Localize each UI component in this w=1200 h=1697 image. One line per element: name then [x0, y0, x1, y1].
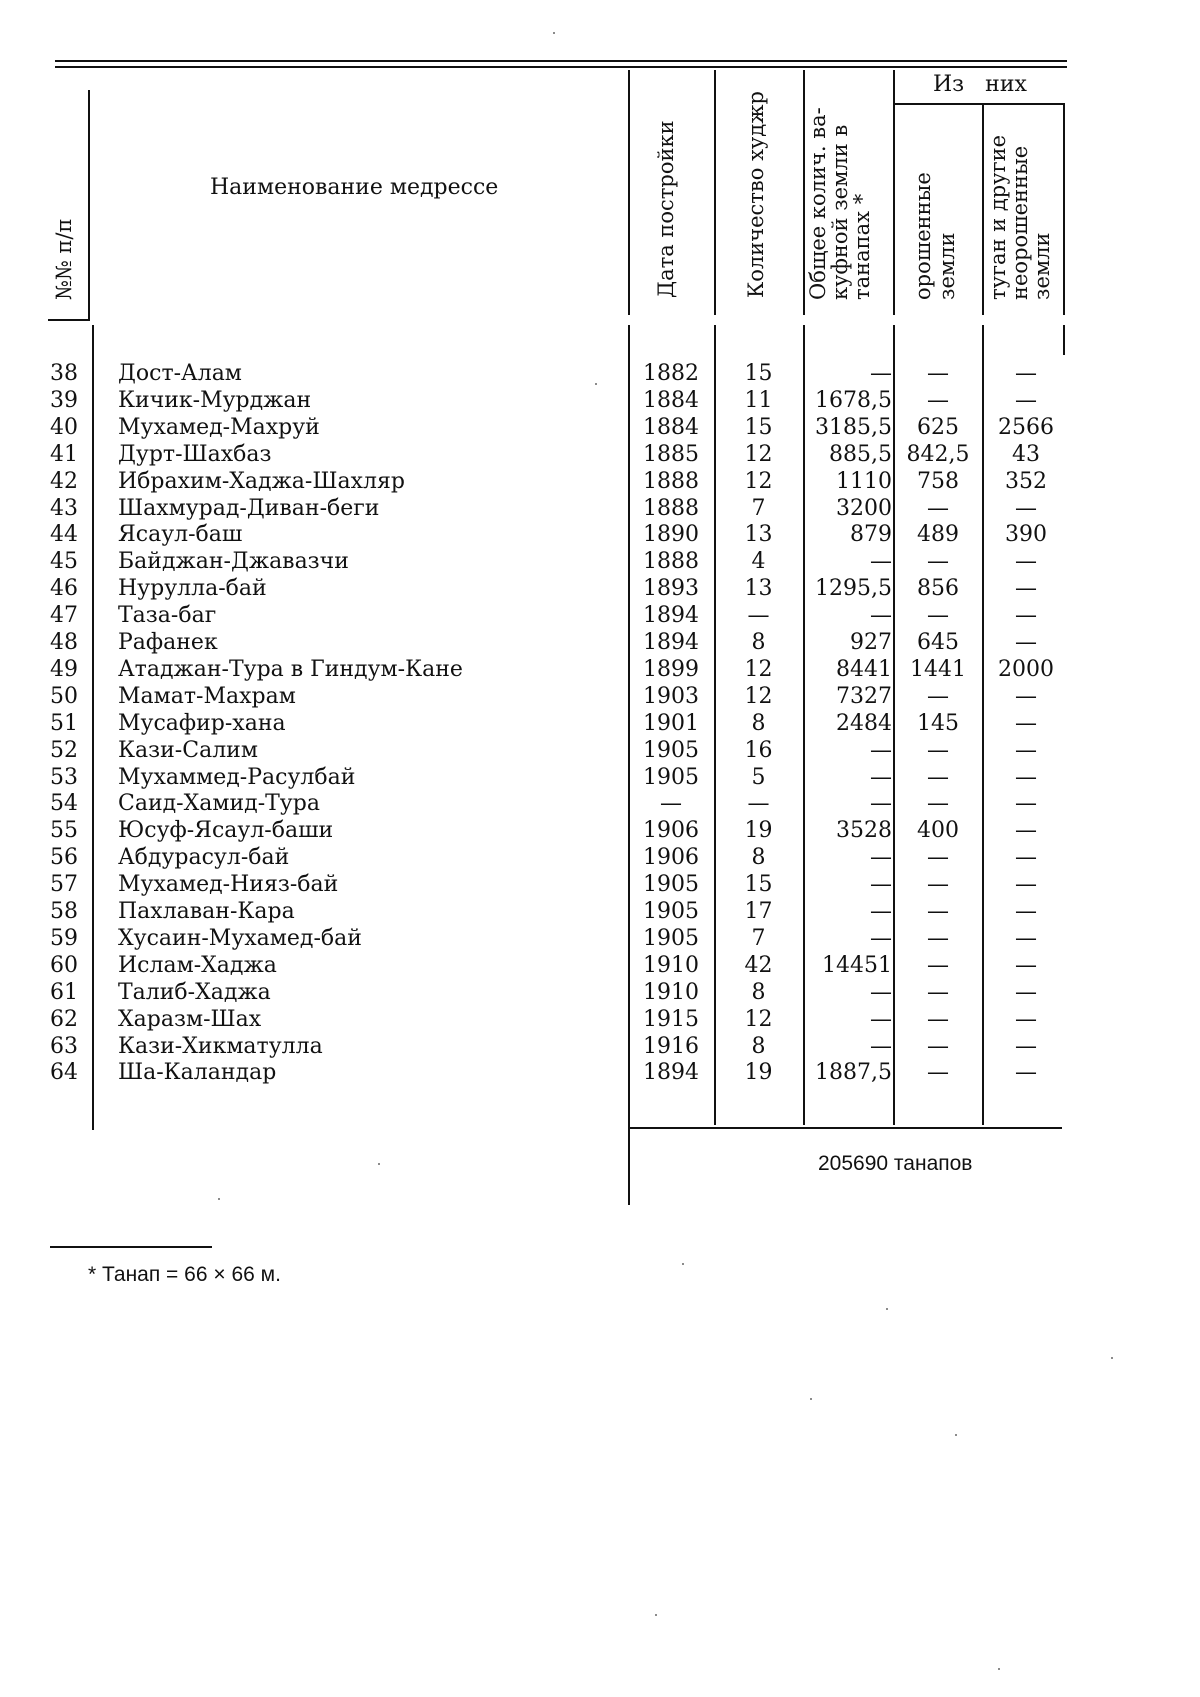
scan-speck — [553, 32, 555, 34]
header-irrigated-2: земли — [935, 232, 959, 300]
irrigated-land: 856 — [917, 576, 959, 602]
cell-count: 5 — [751, 764, 766, 790]
header-total-1: Общее колич. ва- — [806, 107, 830, 300]
construction-date: 1894 — [643, 1060, 699, 1086]
total-land: — — [870, 791, 892, 817]
construction-date: 1905 — [643, 872, 699, 898]
other-land: — — [1015, 387, 1037, 413]
madrasa-name: Дост-Алам — [118, 361, 242, 386]
total-land: — — [870, 872, 892, 898]
irrigated-land: — — [927, 791, 949, 817]
total-land: 3185,5 — [815, 414, 892, 440]
body-divider — [92, 325, 94, 1130]
row-number: 64 — [50, 1060, 78, 1086]
irrigated-land: — — [927, 845, 949, 871]
other-land: — — [1015, 764, 1037, 790]
construction-date: 1893 — [643, 576, 699, 602]
madrasa-name: Пахлаван-Кара — [118, 899, 295, 924]
irrigated-land: — — [927, 549, 949, 575]
construction-date: 1915 — [643, 1006, 699, 1032]
header-total-2: куфной земли в — [828, 124, 852, 300]
other-land: — — [1015, 818, 1037, 844]
row-number: 43 — [50, 495, 78, 521]
row-number: 57 — [50, 872, 78, 898]
other-land: — — [1015, 361, 1037, 386]
construction-date: — — [660, 791, 682, 817]
body-divider — [982, 325, 984, 1125]
cell-count: 13 — [744, 576, 773, 602]
cell-count: 7 — [751, 925, 766, 951]
irrigated-land: — — [927, 764, 949, 790]
other-land: — — [1015, 549, 1037, 575]
row-number: 42 — [50, 468, 78, 494]
madrasa-name: Кази-Салим — [118, 737, 258, 763]
total-land: — — [870, 361, 892, 386]
construction-date: 1905 — [643, 899, 699, 924]
madrasa-name: Дурт-Шахбаз — [118, 441, 272, 467]
header-divider — [628, 70, 630, 315]
total-land: 1295,5 — [815, 576, 892, 602]
other-land: — — [1015, 1006, 1037, 1032]
total-land: 2484 — [836, 710, 892, 736]
cell-count: 12 — [744, 656, 773, 682]
construction-date: 1888 — [643, 495, 699, 521]
header-count: Количество худжр — [744, 91, 768, 298]
irrigated-land: 400 — [917, 818, 959, 844]
cell-count: 4 — [751, 549, 766, 575]
construction-date: 1894 — [643, 630, 699, 655]
madrasa-name: Мухаммед-Расулбай — [118, 764, 356, 790]
total-rule — [630, 1127, 1062, 1129]
row-number: 56 — [50, 845, 78, 871]
header-bottom-rule — [48, 319, 90, 321]
other-land: — — [1015, 603, 1037, 629]
total-land: 885,5 — [829, 441, 892, 467]
construction-date: 1905 — [643, 764, 699, 790]
other-land: — — [1015, 1033, 1037, 1059]
grand-total: 205690 танапов — [818, 1152, 973, 1175]
header-irrigated-1: орошенные — [911, 172, 935, 300]
irrigated-land: 145 — [917, 710, 959, 736]
madrasa-name: Кази-Хикматулла — [118, 1033, 323, 1059]
irrigated-land: — — [927, 1060, 949, 1086]
other-land: — — [1015, 791, 1037, 817]
madrasa-name: Хусаин-Мухамед-бай — [118, 925, 362, 951]
header-divider — [714, 70, 716, 315]
table-top-rule — [55, 60, 1067, 62]
other-land: — — [1015, 737, 1037, 763]
total-land: 3528 — [836, 818, 892, 844]
other-land: 2000 — [998, 656, 1054, 682]
madrasa-name: Талиб-Хаджа — [118, 979, 271, 1005]
other-land: 2566 — [998, 414, 1054, 440]
construction-date: 1910 — [643, 952, 699, 978]
construction-date: 1905 — [643, 737, 699, 763]
madrasa-name: Кичик-Мурджан — [118, 387, 312, 413]
cell-count: 7 — [751, 495, 766, 521]
row-number: 61 — [50, 979, 78, 1005]
irrigated-land: — — [927, 899, 949, 924]
scan-speck — [378, 1163, 380, 1165]
scan-speck — [682, 1263, 684, 1265]
cell-count: 19 — [744, 818, 773, 844]
table-top-rule-2 — [55, 66, 1067, 68]
row-number: 53 — [50, 764, 78, 790]
cell-count: 12 — [744, 1006, 773, 1032]
cell-count: 8 — [751, 710, 766, 736]
irrigated-land: — — [927, 925, 949, 951]
total-land: 1678,5 — [815, 387, 892, 413]
madrasa-name: Атаджан-Тура в Гиндум-Кане — [118, 656, 463, 682]
other-land: — — [1015, 925, 1037, 951]
row-number: 60 — [50, 952, 78, 978]
total-land: — — [870, 549, 892, 575]
header-other-1: туган и другие — [986, 135, 1010, 300]
other-land: — — [1015, 683, 1037, 709]
total-land: 3200 — [836, 495, 892, 521]
cell-count: 13 — [744, 522, 773, 548]
other-land: — — [1015, 630, 1037, 655]
row-number: 46 — [50, 576, 78, 602]
row-number: 63 — [50, 1033, 78, 1059]
body-divider — [803, 325, 805, 1125]
madrasa-name: Мухамед-Нияз-бай — [118, 872, 339, 898]
scan-speck — [955, 1434, 957, 1436]
total-land: — — [870, 899, 892, 924]
other-land: 390 — [1005, 522, 1047, 548]
irrigated-land: — — [927, 495, 949, 521]
scan-speck — [595, 383, 597, 385]
construction-date: 1910 — [643, 979, 699, 1005]
construction-date: 1890 — [643, 522, 699, 548]
construction-date: 1885 — [643, 441, 699, 467]
irrigated-land: — — [927, 872, 949, 898]
cell-count: 11 — [744, 387, 773, 413]
of-them-underline — [893, 103, 1065, 105]
cell-count: 19 — [744, 1060, 773, 1086]
header-divider — [1063, 104, 1065, 315]
total-land: 927 — [850, 630, 892, 655]
madrasa-name: Мусафир-хана — [118, 710, 286, 736]
irrigated-land: — — [927, 979, 949, 1005]
madrasa-name: Байджан-Джавазчи — [118, 549, 349, 575]
total-land: 14451 — [822, 952, 892, 978]
other-land: — — [1015, 495, 1037, 521]
cell-count: 8 — [751, 845, 766, 871]
header-divider — [982, 104, 984, 315]
madrasa-name: Мамат-Махрам — [118, 683, 296, 709]
total-land: — — [870, 764, 892, 790]
madrasa-name: Саид-Хамид-Тура — [118, 791, 320, 817]
madrasa-name: Харазм-Шах — [118, 1006, 262, 1032]
row-number: 49 — [50, 656, 78, 682]
cell-count: 42 — [744, 952, 773, 978]
cell-count: 17 — [744, 899, 773, 924]
construction-date: 1899 — [643, 656, 699, 682]
construction-date: 1884 — [643, 414, 699, 440]
footnote: * Танап = 66 × 66 м. — [88, 1263, 281, 1286]
row-number: 44 — [50, 522, 78, 548]
other-land: — — [1015, 845, 1037, 871]
irrigated-land: 842,5 — [906, 441, 970, 467]
other-land: 43 — [1012, 441, 1040, 467]
construction-date: 1888 — [643, 549, 699, 575]
construction-date: 1906 — [643, 845, 699, 871]
row-number: 54 — [50, 791, 78, 817]
madrasa-name: Абдурасул-бай — [118, 845, 290, 871]
row-number: 62 — [50, 1006, 78, 1032]
total-land: — — [870, 1006, 892, 1032]
irrigated-land: — — [927, 952, 949, 978]
header-divider — [803, 70, 805, 315]
scan-speck — [1111, 1357, 1113, 1359]
madrasa-name: Таза-баг — [118, 603, 217, 629]
construction-date: 1901 — [643, 710, 699, 736]
irrigated-land: — — [927, 361, 949, 386]
total-land: — — [870, 979, 892, 1005]
construction-date: 1916 — [643, 1033, 699, 1059]
cell-count: 15 — [744, 414, 773, 440]
total-land: 7327 — [836, 683, 892, 709]
cell-count: 16 — [744, 737, 773, 763]
cell-count: 15 — [744, 872, 773, 898]
madrasa-name: Ша-Каландар — [118, 1060, 277, 1086]
construction-date: 1888 — [643, 468, 699, 494]
cell-count: — — [747, 791, 770, 817]
other-land: — — [1015, 952, 1037, 978]
row-number: 52 — [50, 737, 78, 763]
row-number: 55 — [50, 818, 78, 844]
cell-count: 8 — [751, 1033, 766, 1059]
madrasa-name: Ясаул-баш — [118, 522, 243, 548]
body-divider — [1063, 325, 1065, 355]
madrasa-name: Мухамед-Махруй — [118, 414, 320, 440]
body-divider — [893, 325, 895, 1125]
row-number: 50 — [50, 683, 78, 709]
cell-count: 15 — [744, 361, 773, 386]
row-number: 40 — [50, 414, 78, 440]
row-number: 47 — [50, 603, 78, 629]
construction-date: 1882 — [643, 361, 699, 386]
irrigated-land: — — [927, 1006, 949, 1032]
construction-date: 1884 — [643, 387, 699, 413]
total-land: 879 — [850, 522, 892, 548]
other-land: — — [1015, 899, 1037, 924]
total-land: 8441 — [836, 656, 892, 682]
scan-speck — [218, 1198, 220, 1200]
cell-count: — — [747, 603, 770, 629]
irrigated-land: 625 — [917, 414, 959, 440]
header-date: Дата постройки — [654, 120, 678, 298]
row-number: 59 — [50, 925, 78, 951]
other-land: — — [1015, 1060, 1037, 1086]
cell-count: 8 — [751, 630, 766, 655]
irrigated-land: 1441 — [910, 656, 966, 682]
header-num: №№ п/п — [52, 218, 76, 300]
row-number: 38 — [50, 361, 78, 386]
total-land: — — [870, 925, 892, 951]
irrigated-land: — — [927, 603, 949, 629]
header-other-3: земли — [1030, 232, 1054, 300]
scan-speck — [998, 1668, 1000, 1670]
irrigated-land: 645 — [917, 630, 959, 655]
other-land: 352 — [1005, 468, 1047, 494]
construction-date: 1905 — [643, 925, 699, 951]
row-number: 45 — [50, 549, 78, 575]
scan-speck — [810, 1398, 812, 1400]
other-land: — — [1015, 979, 1037, 1005]
row-number: 51 — [50, 710, 78, 736]
irrigated-land: 758 — [917, 468, 959, 494]
madrasa-name: Рафанек — [118, 630, 218, 655]
madrasa-name: Шахмурад-Диван-беги — [118, 495, 380, 521]
row-number: 41 — [50, 441, 78, 467]
other-land: — — [1015, 872, 1037, 898]
header-divider — [893, 70, 895, 315]
scan-speck — [886, 1308, 888, 1310]
header-other-2: неорошенные — [1008, 145, 1032, 300]
irrigated-land: — — [927, 737, 949, 763]
construction-date: 1903 — [643, 683, 699, 709]
row-number: 48 — [50, 630, 78, 655]
madrasa-name: Ибрахим-Хаджа-Шахляр — [118, 468, 405, 494]
header-name: Наименование медрессе — [210, 175, 499, 200]
irrigated-land: — — [927, 387, 949, 413]
construction-date: 1906 — [643, 818, 699, 844]
total-land: — — [870, 737, 892, 763]
construction-date: 1894 — [643, 603, 699, 629]
madrasa-name: Нурулла-бай — [118, 576, 267, 602]
row-number: 39 — [50, 387, 78, 413]
cell-count: 12 — [744, 683, 773, 709]
irrigated-land: — — [927, 1033, 949, 1059]
other-land: — — [1015, 576, 1037, 602]
irrigated-land: — — [927, 683, 949, 709]
header-of-them: Из них — [933, 72, 1027, 97]
cell-count: 8 — [751, 979, 766, 1005]
header-divider — [88, 90, 90, 320]
total-land: — — [870, 603, 892, 629]
madrasa-name: Ислам-Хаджа — [118, 952, 277, 978]
total-land: — — [870, 845, 892, 871]
cell-count: 12 — [744, 468, 773, 494]
row-number: 58 — [50, 899, 78, 924]
cell-count: 12 — [744, 441, 773, 467]
header-total-3: танапах * — [850, 193, 874, 300]
scan-speck — [655, 1614, 657, 1616]
total-land: — — [870, 1033, 892, 1059]
madrasa-name: Юсуф-Ясаул-баши — [118, 818, 334, 844]
irrigated-land: 489 — [917, 522, 959, 548]
total-land: 1887,5 — [815, 1060, 892, 1086]
footnote-rule — [50, 1246, 212, 1248]
total-land: 1110 — [836, 468, 892, 494]
other-land: — — [1015, 710, 1037, 736]
